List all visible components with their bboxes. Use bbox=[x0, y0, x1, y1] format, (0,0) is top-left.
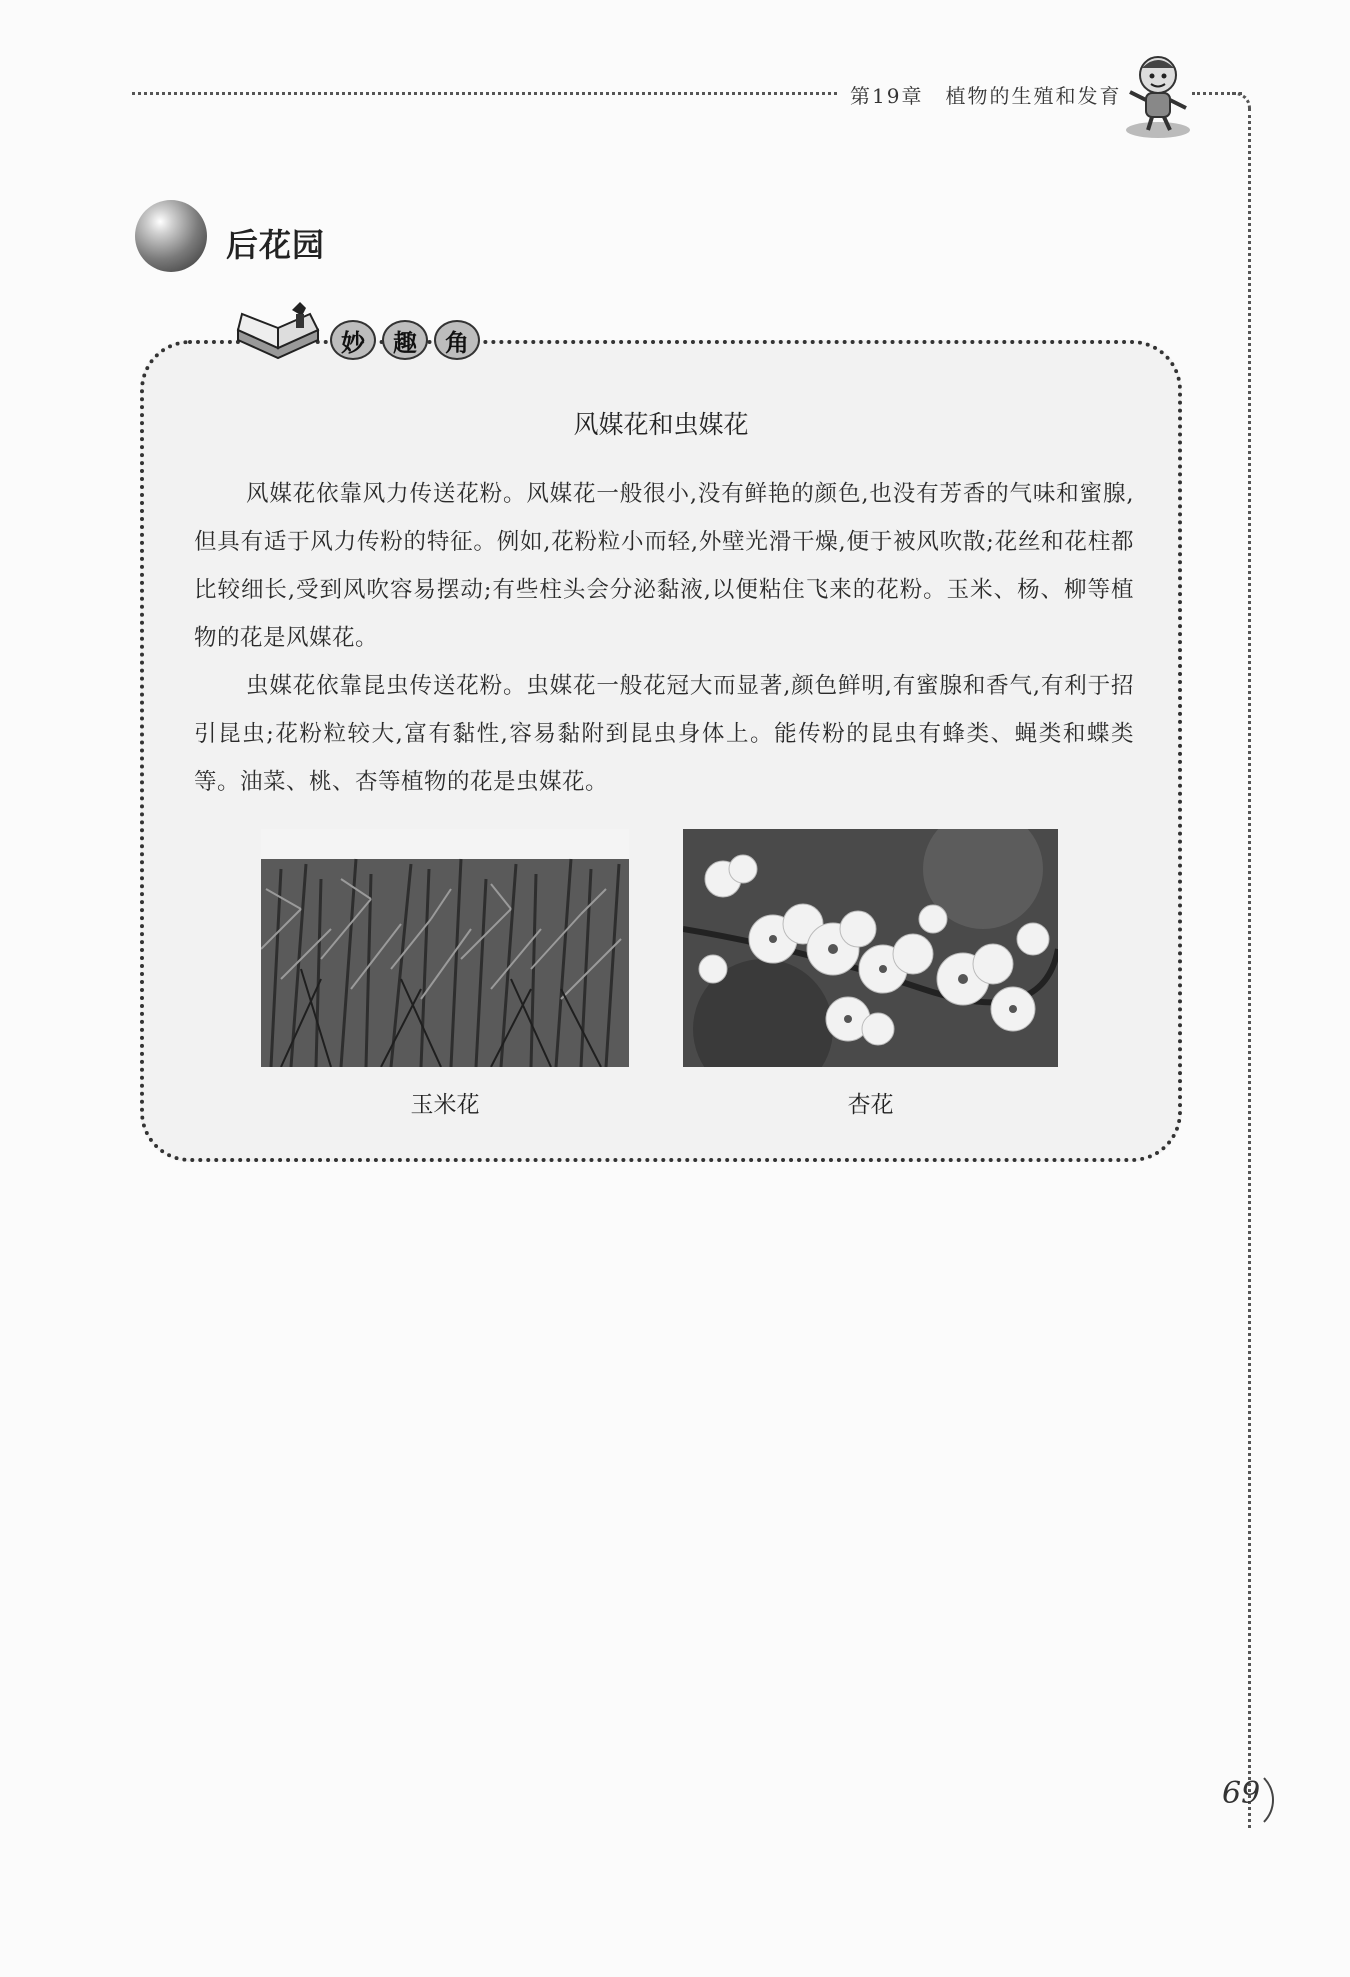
paragraph-wind-pollinated: 风媒花依靠风力传送花粉。风媒花一般很小,没有鲜艳的颜色,也没有芳香的气味和蜜腺,但具有适于风力传粉的特征。例如,花粉粒小而轻,外壁光滑干燥,便于被风吹散;花丝和花柱都比较细长,受到风吹容易摆动;有些柱头会分泌黏液,以便粘住飞来的花粉。玉米、杨、柳等植物的花是风媒花。 bbox=[194, 481, 1134, 651]
paragraph-insect-pollinated: 虫媒花依靠昆虫传送花粉。虫媒花一般花冠大而显著,颜色鲜明,有蜜腺和香气,有利于招引昆虫;花粉粒较大,富有黏性,容易黏附到昆虫身体上。能传粉的昆虫有蜂类、蝇类和蝶类等。油菜、桃、杏等植物的花是虫媒花。 bbox=[194, 673, 1134, 795]
fun-corner-badges bbox=[330, 320, 480, 360]
page-number: 69 bbox=[1222, 1776, 1261, 1811]
section-ball-icon bbox=[135, 200, 207, 272]
article-title: 风媒花和虫媒花 bbox=[573, 410, 749, 439]
section-title: 后花园 bbox=[226, 226, 326, 264]
apricot-photo-caption: 杏花 bbox=[847, 1092, 894, 1118]
chapter-number: 第19章 bbox=[850, 84, 924, 108]
badge-char: 角 bbox=[434, 320, 480, 360]
badge-char: 妙 bbox=[330, 320, 376, 360]
header-rule bbox=[132, 92, 837, 95]
mascot-icon bbox=[1118, 50, 1198, 140]
badge-char: 趣 bbox=[382, 320, 428, 360]
corn-photo-caption: 玉米花 bbox=[410, 1092, 480, 1118]
running-header bbox=[850, 80, 1121, 109]
open-book-icon bbox=[232, 300, 324, 370]
chapter-title: 植物的生殖和发育 bbox=[945, 84, 1122, 108]
page-border-right bbox=[1248, 108, 1251, 1828]
apricot-flower-photo bbox=[683, 829, 1058, 1067]
corn-flower-photo bbox=[261, 829, 629, 1067]
